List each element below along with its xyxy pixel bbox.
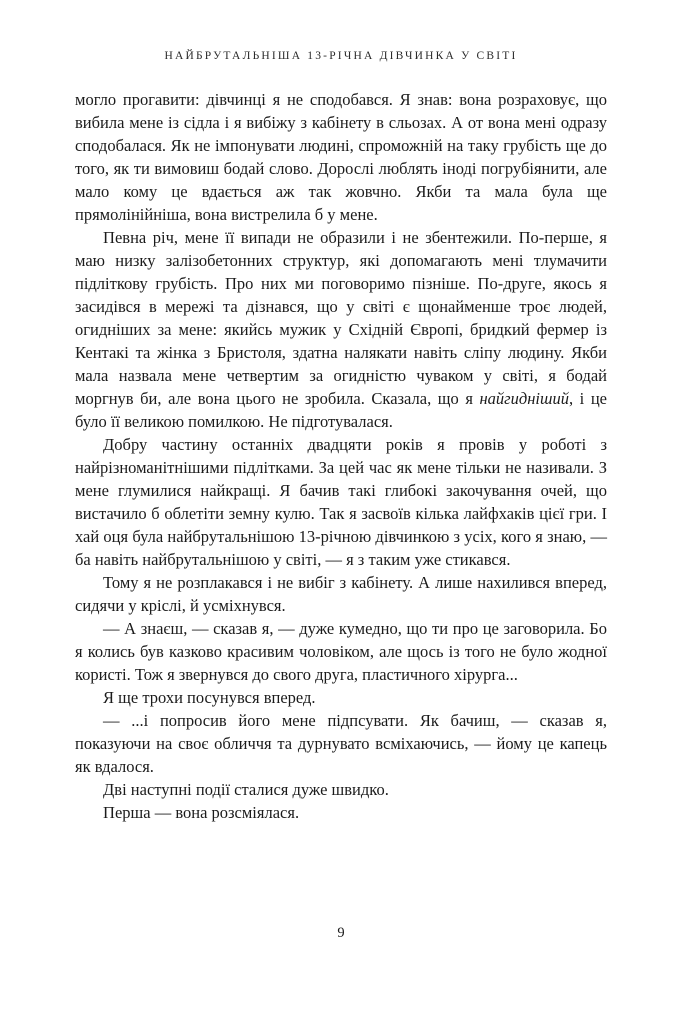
italic-text-run: найгидніший <box>479 389 569 408</box>
body-text <box>75 88 607 824</box>
paragraph <box>75 617 607 686</box>
text-run: Певна річ, мене її випади не образили і не збентежили. По-перше, я маю низку залізобетонних структур, які допомагають мені тлумачити підліткову грубість. Про них ми поговоримо пізніше. По-друге, якось я засидівся в мережі та дізнався, що у світі є щонайменше троє людей, огидніших за мене: якийсь мужик у Східній Європі, бридкий фермер із Кентакі та жінка з Бристоля, здатна налякати навіть сліпу людину. Якби мала назвала мене четвертим за огидністю чуваком у світі, я бодай моргнув би, але вона цього не зробила. Сказала, що я <box>75 228 607 408</box>
text-run: Я ще трохи посунувся вперед. <box>103 688 316 707</box>
text-run: — ...і попросив його мене підпсувати. Як бачиш, — сказав я, показуючи на своє обличчя та дурнувато всміхаючись, — йому це капець як вдалося. <box>75 711 607 776</box>
paragraph <box>75 88 607 226</box>
text-run: Дві наступні події сталися дуже швидко. <box>103 780 389 799</box>
text-run: — А знаєш, — сказав я, — дуже кумедно, що ти про це заговорила. Бо я колись був казково красивим чоловіком, але щось із того не було жодної користі. Тож я звернувся до свого друга, пластичного хірурга... <box>75 619 607 684</box>
page-number: 9 <box>337 925 345 941</box>
text-run: , і це було її великою помилкою. Не підготувалася. <box>75 389 607 431</box>
text-run: могло прогавити: дівчинці я не сподобався. Я знав: вона розраховує, що вибила мене із сідла і я вибіжу з кабінету в сльозах. А от вона мені одразу сподобалася. Як не імпонувати людині, спроможній на таку грубість ще до того, як ти вимовиш бодай слово. Дорослі люблять іноді погрубіянити, але мало кому це вдається аж так жовчно. Якби та мала була ще прямолінійніша, вона вистрелила б у мене. <box>75 90 607 224</box>
paragraph <box>75 778 607 801</box>
text-run: Тому я не розплакався і не вибіг з кабінету. А лише нахилився вперед, сидячи у кріслі, й усміхнувся. <box>75 573 607 615</box>
text-run: Добру частину останніх двадцяти років я провів у роботі з найрізноманітнішими підлітками. За цей час як мене тільки не називали. З мене глумилися найкращі. Я бачив такі глибокі закочування очей, що вистачило б облетіти земну кулю. Так я засвоїв кілька лайфхаків цієї гри. І хай оця була найбрутальнішою 13-річною дівчинкою з усіх, кого я знаю, — ба навіть найбрутальнішою у світі, — я з таким уже стикався. <box>75 435 607 569</box>
paragraph <box>75 571 607 617</box>
paragraph <box>75 709 607 778</box>
paragraph <box>75 801 607 824</box>
paragraph <box>75 433 607 571</box>
text-run: Перша — вона розсміялася. <box>103 803 300 822</box>
paragraph <box>75 226 607 433</box>
paragraph <box>75 686 607 709</box>
running-header: НАЙБРУТАЛЬНІША 13-РІЧНА ДІВЧИНКА У СВІТІ <box>164 50 518 62</box>
